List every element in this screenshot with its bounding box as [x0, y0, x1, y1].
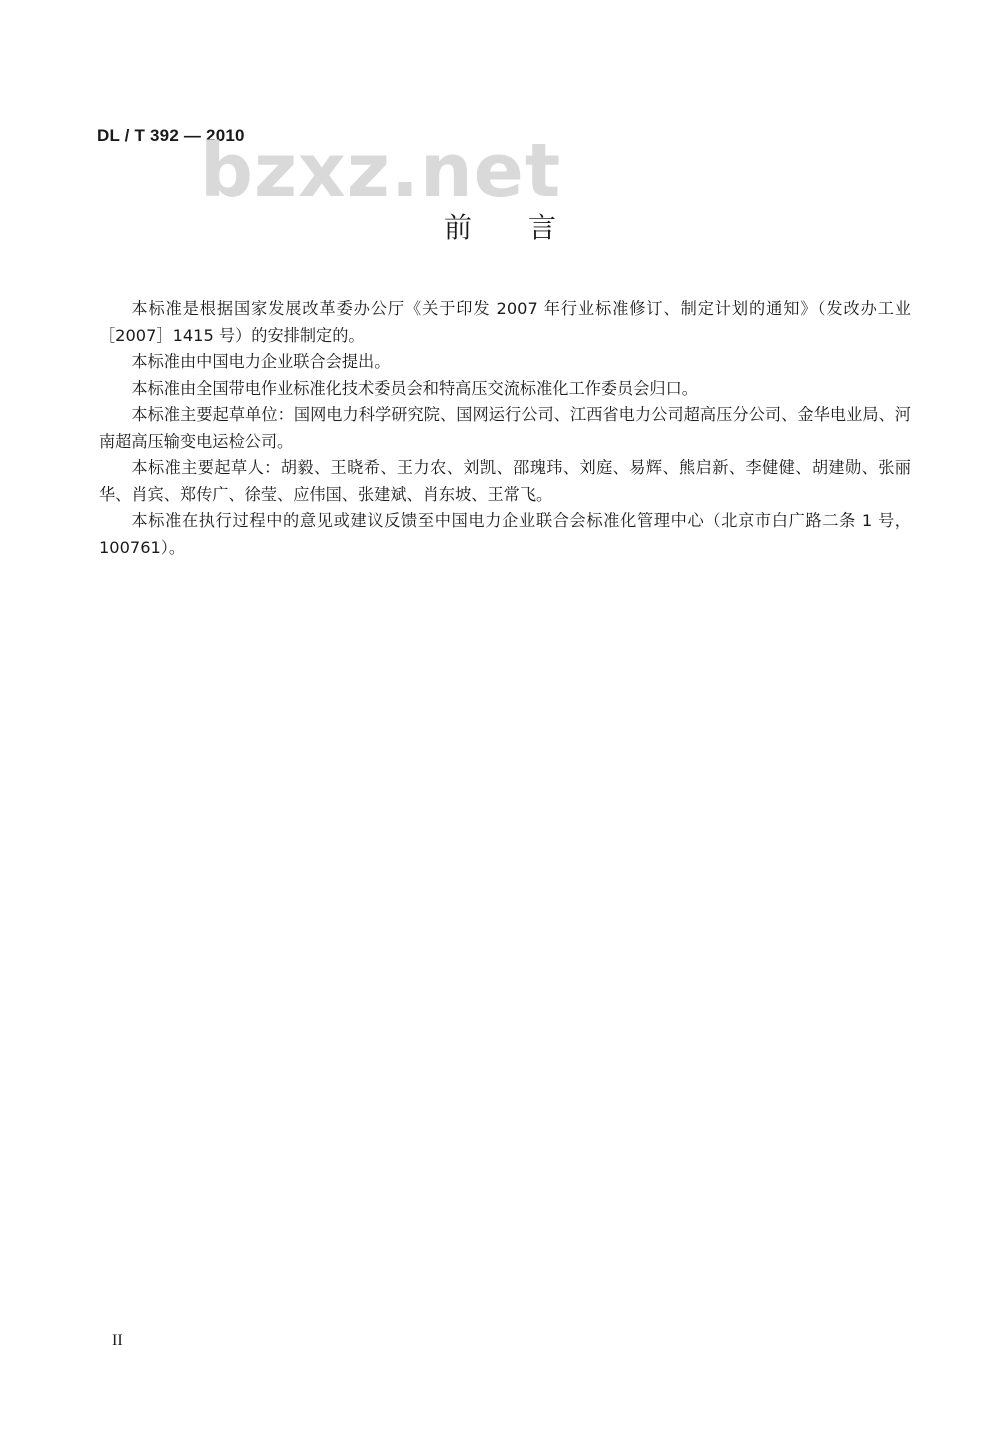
- paragraph-feedback: 本标准在执行过程中的意见或建议反馈至中国电力企业联合会标准化管理中心（北京市白广路二条 1 号，100761）。: [99, 511, 911, 557]
- paragraph-basis: 本标准是根据国家发展改革委办公厅《关于印发 2007 年行业标准修订、制定计划的通知》（发改办工业［2007］1415 号）的安排制定的。: [99, 299, 911, 345]
- page-title: 前言: [443, 211, 612, 244]
- foreword-body: [99, 296, 911, 561]
- paragraph-proposer: 本标准由中国电力企业联合会提出。: [131, 352, 391, 371]
- watermark-text: bzxz.net: [200, 128, 562, 214]
- paragraph-committee: 本标准由全国带电作业标准化技术委员会和特高压交流标准化工作委员会归口。: [131, 378, 698, 398]
- paragraph-drafters: 本标准主要起草人：胡毅、王晓希、王力农、刘凯、邵瑰玮、刘庭、易辉、熊启新、李健健、胡建勋、张丽华、肖宾、郑传广、徐莹、应伟国、张建斌、肖东坡、王常飞。: [99, 458, 911, 504]
- page-number: II: [112, 1332, 123, 1349]
- document-code: DL / T 392 — 2010: [97, 126, 245, 145]
- paragraph-drafting-units: 本标准主要起草单位：国网电力科学研究院、国网运行公司、江西省电力公司超高压分公司、金华电业局、河南超高压输变电运检公司。: [99, 405, 911, 451]
